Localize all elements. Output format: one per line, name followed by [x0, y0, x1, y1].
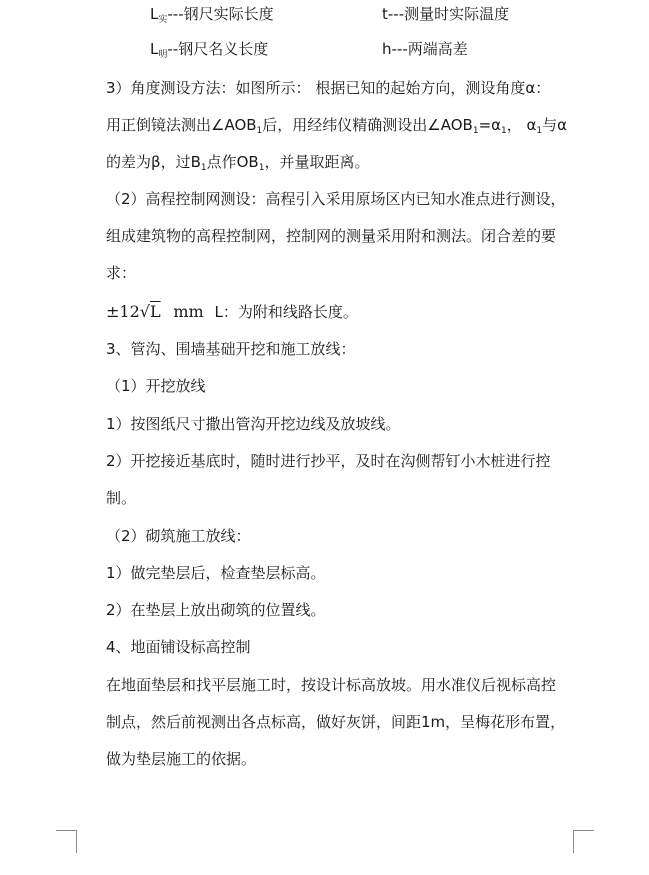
section-3-item-4: 2）在垫层上放出砌筑的位置线。	[106, 601, 326, 619]
subscript: 1	[200, 163, 207, 173]
sqrt-symbol: √	[139, 302, 150, 321]
subscript: 1	[501, 126, 507, 136]
section-4-line-3: 做为垫层施工的依据。	[106, 750, 257, 768]
angle-text: 与α	[542, 116, 568, 134]
section-3-item-2a: 2）开挖接近基底时，随时进行抄平，及时在沟侧帮钉小木桩进行控	[106, 452, 551, 470]
angle-text: =α	[478, 116, 502, 134]
margin-corner-right	[573, 830, 594, 853]
angle-text: 用正倒镜法测出∠AOB	[106, 116, 257, 134]
subscript: 1	[472, 126, 479, 136]
section-3-sub-2: （2）砌筑施工放线：	[106, 527, 251, 545]
def-l-real-text: ---钢尺实际长度	[167, 5, 274, 23]
angle-text: 的差为β，过B	[106, 153, 201, 171]
section-3-item-1: 1）按图纸尺寸撒出管沟开挖边线及放坡线。	[106, 415, 401, 433]
section-4-heading: 4、地面铺设标高控制	[106, 638, 251, 656]
section-4-line-1: 在地面垫层和找平层施工时，按设计标高放坡。用水准仪后视标高控	[106, 676, 557, 694]
tolerance-formula	[106, 302, 358, 322]
def-l-nominal-subscript: 明	[158, 50, 168, 60]
def-l-nominal-symbol: L	[150, 40, 159, 58]
formula-variable: L	[149, 302, 161, 321]
angle-text: ，并量取距离。	[264, 153, 370, 171]
angle-text: 点作OB	[206, 153, 259, 171]
def-l-nominal	[150, 39, 268, 65]
formula-description: L：为附和线路长度。	[214, 303, 358, 321]
def-l-nominal-text: --钢尺名义长度	[167, 40, 269, 58]
section-4-line-2: 制点，然后前视测出各点标高，做好灰饼，间距1m，呈梅花形布置，	[106, 713, 566, 731]
angle-line-1: 3）角度测设方法：如图所示： 根据已知的起始方向，测设角度α：	[106, 79, 551, 97]
section-3-sub-1: （1）开挖放线	[106, 377, 206, 395]
def-l-real	[150, 4, 274, 30]
section-3-heading: 3、管沟、围墙基础开挖和施工放线：	[106, 340, 356, 358]
formula-coefficient: ±12	[106, 302, 140, 321]
def-h: h---两端高差	[382, 40, 468, 58]
angle-line-3	[106, 152, 369, 178]
elevation-line-3: 求：	[106, 264, 137, 282]
section-3-item-2b: 制。	[106, 489, 137, 507]
subscript: 1	[256, 126, 263, 136]
angle-text: ， α	[506, 116, 537, 134]
elevation-line-2: 组成建筑物的高程控制网，控制网的测量采用附和测法。闭合差的要	[106, 227, 557, 245]
margin-corner-left	[56, 830, 77, 853]
angle-line-2	[106, 115, 567, 141]
def-l-real-subscript: 实	[158, 15, 168, 25]
section-3-item-3: 1）做完垫层后，检查垫层标高。	[106, 564, 326, 582]
elevation-line-1: （2）高程控制网测设：高程引入采用原场区内已知水准点进行测设，	[106, 190, 566, 208]
subscript: 1	[536, 126, 543, 136]
def-t: t---测量时实际温度	[382, 5, 510, 23]
formula-unit: mm	[173, 302, 204, 321]
def-l-real-symbol: L	[150, 5, 159, 23]
subscript: 1	[258, 163, 265, 173]
angle-text: 后，用经纬仪精确测设出∠AOB	[262, 116, 473, 134]
